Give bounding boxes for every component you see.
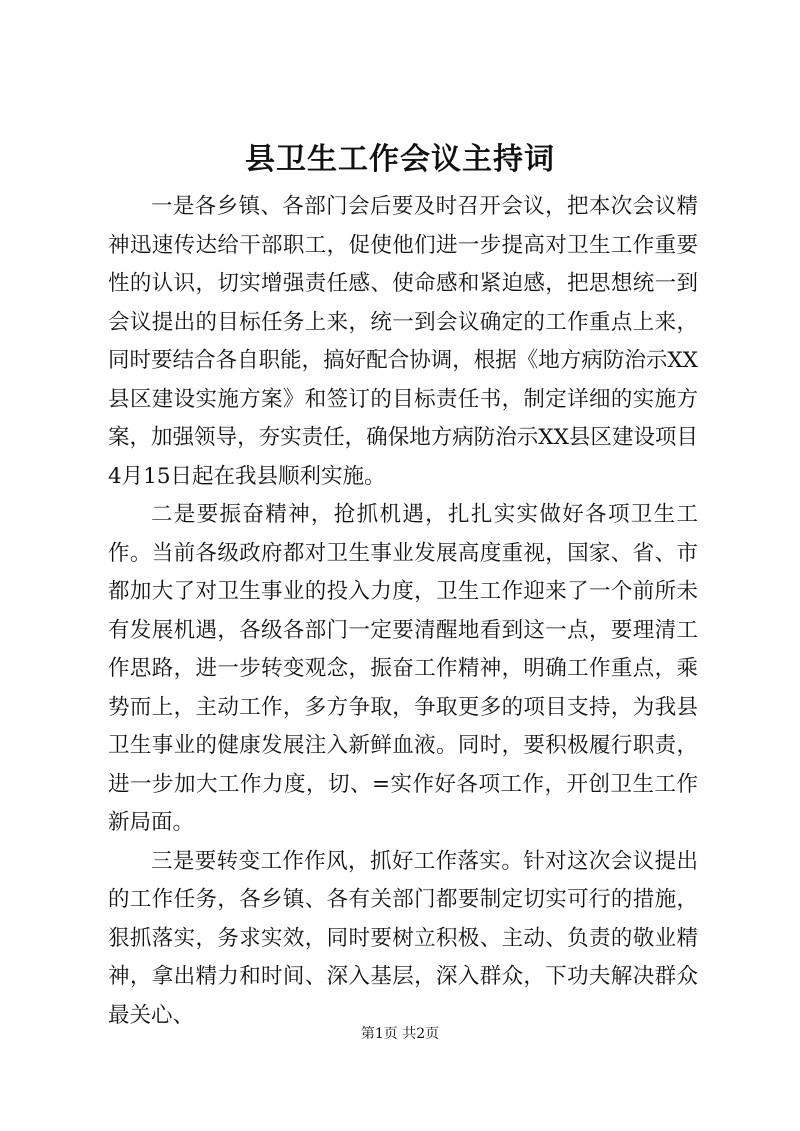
document-body [108,188,698,1035]
paragraph-2: 二是要振奋精神，抢抓机遇，扎扎实实做好各项卫生工作。当前各级政府都对卫生事业发展高度重视，国家、省、市都加大了对卫生事业的投入力度，卫生工作迎来了一个前所未有发展机遇，各级各部门一定要清醒地看到这一点，要理清工作思路，进一步转变观念，振奋工作精神，明确工作重点，乘势而上，主动工作，多方争取，争取更多的项目支持，为我县卫生事业的健康发展注入新鲜血液。同时，要积极履行职责，进一步加大工作力度，切、=实作好各项工作，开创卫生工作新局面。 [108,502,698,835]
page-number-footer: 第1页 共2页 [360,1026,440,1042]
paragraph-1: 一是各乡镇、各部门会后要及时召开会议，把本次会议精神迅速传达给干部职工，促使他们进一步提高对卫生工作重要性的认识，切实增强责任感、使命感和紧迫感，把思想统一到会议提出的目标任务上来，统一到会议确定的工作重点上来，同时要结合各自职能，搞好配合协调，根据《地方病防治示XX县区建设实施方案》和签订的目标责任书，制定详细的实施方案，加强领导，夯实责任，确保地方病防治示XX县区建设项目4月15日起在我县顺利实施。 [108,194,698,489]
paragraph-3: 三是要转变工作作风，抓好工作落实。针对这次会议提出的工作任务，各乡镇、各有关部门都要制定切实可行的措施，狠抓落实，务求实效，同时要树立积极、主动、负责的敬业精神，拿出精力和时间、深入基层，深入群众，下功夫解决群众最关心、 [108,848,698,1028]
document-title: 县卫生工作会议主持词 [245,142,555,177]
